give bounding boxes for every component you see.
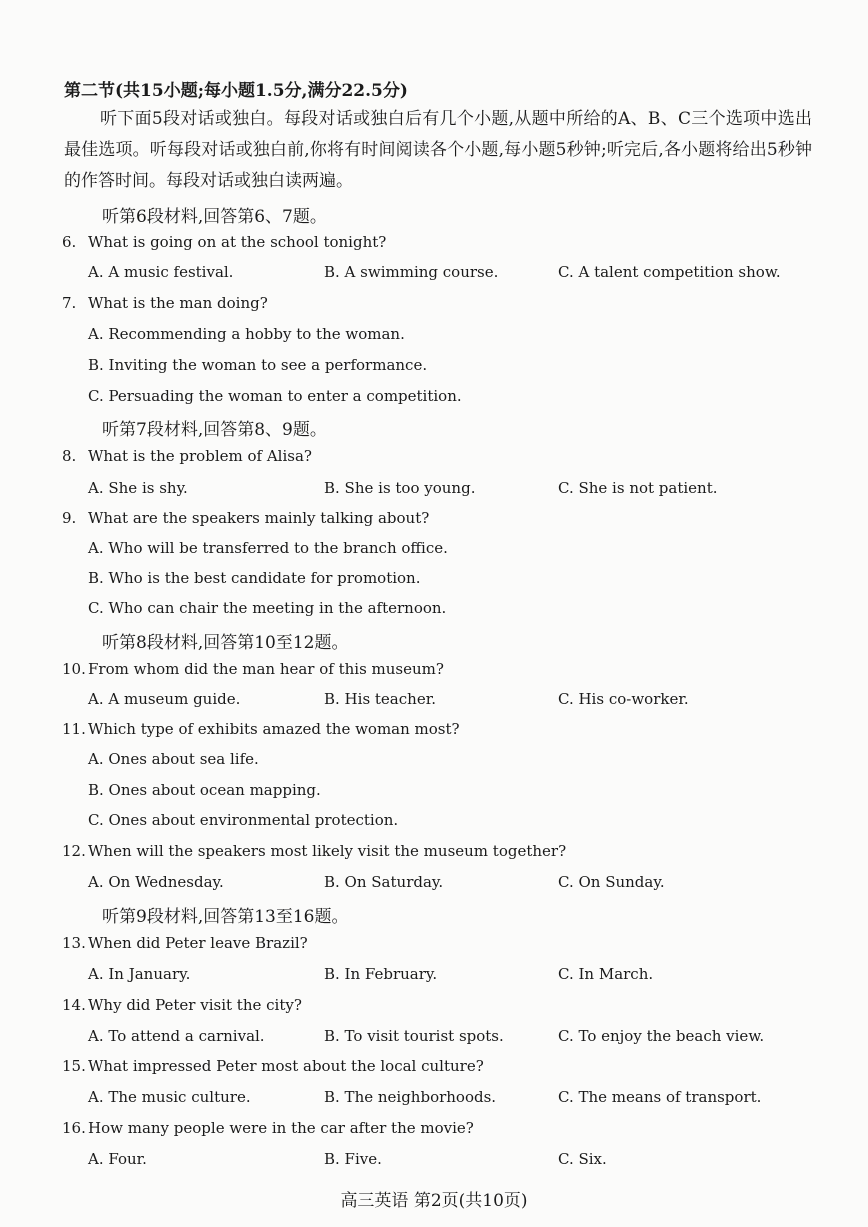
- question-16: [62, 1119, 474, 1137]
- option-c: C. His co-worker.: [558, 690, 689, 708]
- question-number: 7.: [62, 294, 77, 312]
- question-text: When did Peter leave Brazil?: [88, 934, 308, 952]
- option-a: A. To attend a carnival.: [88, 1027, 265, 1045]
- option-a: A. Ones about sea life.: [88, 750, 259, 768]
- listening-instruction: 听第9段材料,回答第13至16题。: [102, 907, 349, 927]
- question-text: What is the man doing?: [88, 294, 268, 312]
- question-number: 14.: [62, 996, 86, 1014]
- question-text: What is going on at the school tonight?: [88, 233, 387, 251]
- question-number: 12.: [62, 842, 86, 860]
- option-a: A. In January.: [88, 965, 191, 983]
- listening-instruction: 听第7段材料,回答第8、9题。: [102, 420, 327, 440]
- option-b: B. On Saturday.: [324, 873, 444, 891]
- option-b: B. Ones about ocean mapping.: [88, 781, 321, 799]
- question-number: 8.: [62, 447, 77, 465]
- question-number: 11.: [62, 720, 86, 738]
- question-7: [62, 294, 268, 312]
- option-c: C. Ones about environmental protection.: [88, 811, 399, 829]
- option-b: B. A swimming course.: [324, 263, 499, 281]
- option-a: A. She is shy.: [88, 479, 188, 497]
- option-c: C. She is not patient.: [558, 479, 718, 497]
- question-13: [62, 934, 308, 952]
- question-14: [62, 996, 302, 1014]
- option-a: A. Four.: [88, 1150, 147, 1168]
- question-15: [62, 1057, 484, 1075]
- option-c: C. The means of transport.: [558, 1088, 762, 1106]
- section-title: 第二节(共15小题;每小题1.5分,满分22.5分): [64, 81, 408, 101]
- option-b: B. She is too young.: [324, 479, 476, 497]
- question-text: Why did Peter visit the city?: [88, 996, 302, 1014]
- question-text: What impressed Peter most about the local culture?: [88, 1057, 484, 1075]
- option-b: B. Who is the best candidate for promotion.: [88, 569, 421, 587]
- option-b: B. Five.: [324, 1150, 382, 1168]
- option-c: C. In March.: [558, 965, 654, 983]
- question-12: [62, 842, 566, 860]
- question-number: 6.: [62, 233, 77, 251]
- option-b: B. The neighborhoods.: [324, 1088, 497, 1106]
- option-c: C. On Sunday.: [558, 873, 665, 891]
- option-a: A. A music festival.: [88, 263, 234, 281]
- question-number: 9.: [62, 509, 77, 527]
- question-number: 16.: [62, 1119, 86, 1137]
- question-number: 13.: [62, 934, 86, 952]
- section-instructions: 听下面5段对话或独白。每段对话或独白后有几个小题,从题中所给的A、B、C三个选项中选出最佳选项。听每段对话或独白前,你将有时间阅读各个小题,每小题5秒钟;听完后,各小题将给出5秒钟的作答时间。每段对话或独白读两遍。: [64, 109, 812, 191]
- question-11: [62, 720, 460, 738]
- option-c: C. Who can chair the meeting in the afternoon.: [88, 599, 447, 617]
- question-10: [62, 660, 444, 678]
- question-text: When will the speakers most likely visit the museum together?: [88, 842, 567, 860]
- page-footer: 高三英语 第2页(共10页): [340, 1191, 528, 1211]
- question-number: 10.: [62, 660, 86, 678]
- option-a: A. Recommending a hobby to the woman.: [88, 325, 405, 343]
- option-a: A. A museum guide.: [88, 690, 241, 708]
- question-text: From whom did the man hear of this museum?: [88, 660, 444, 678]
- option-a: A. The music culture.: [88, 1088, 251, 1106]
- option-c: C. A talent competition show.: [558, 263, 781, 281]
- option-a: A. Who will be transferred to the branch office.: [88, 539, 448, 557]
- question-text: What are the speakers mainly talking about?: [88, 509, 430, 527]
- question-number: 15.: [62, 1057, 86, 1075]
- option-c: C. Six.: [558, 1150, 607, 1168]
- option-b: B. To visit tourist spots.: [324, 1027, 504, 1045]
- option-b: B. His teacher.: [324, 690, 436, 708]
- listening-instruction: 听第8段材料,回答第10至12题。: [102, 633, 349, 653]
- option-c: C. Persuading the woman to enter a competition.: [88, 387, 462, 405]
- listening-instruction: 听第6段材料,回答第6、7题。: [102, 207, 327, 227]
- question-text: Which type of exhibits amazed the woman most?: [88, 720, 460, 738]
- option-b: B. In February.: [324, 965, 438, 983]
- question-9: [62, 509, 429, 527]
- option-b: B. Inviting the woman to see a performance.: [88, 356, 428, 374]
- question-8: [62, 447, 312, 465]
- option-a: A. On Wednesday.: [88, 873, 224, 891]
- question-text: What is the problem of Alisa?: [88, 447, 312, 465]
- option-c: C. To enjoy the beach view.: [558, 1027, 765, 1045]
- question-6: [62, 233, 386, 251]
- question-text: How many people were in the car after the movie?: [88, 1119, 474, 1137]
